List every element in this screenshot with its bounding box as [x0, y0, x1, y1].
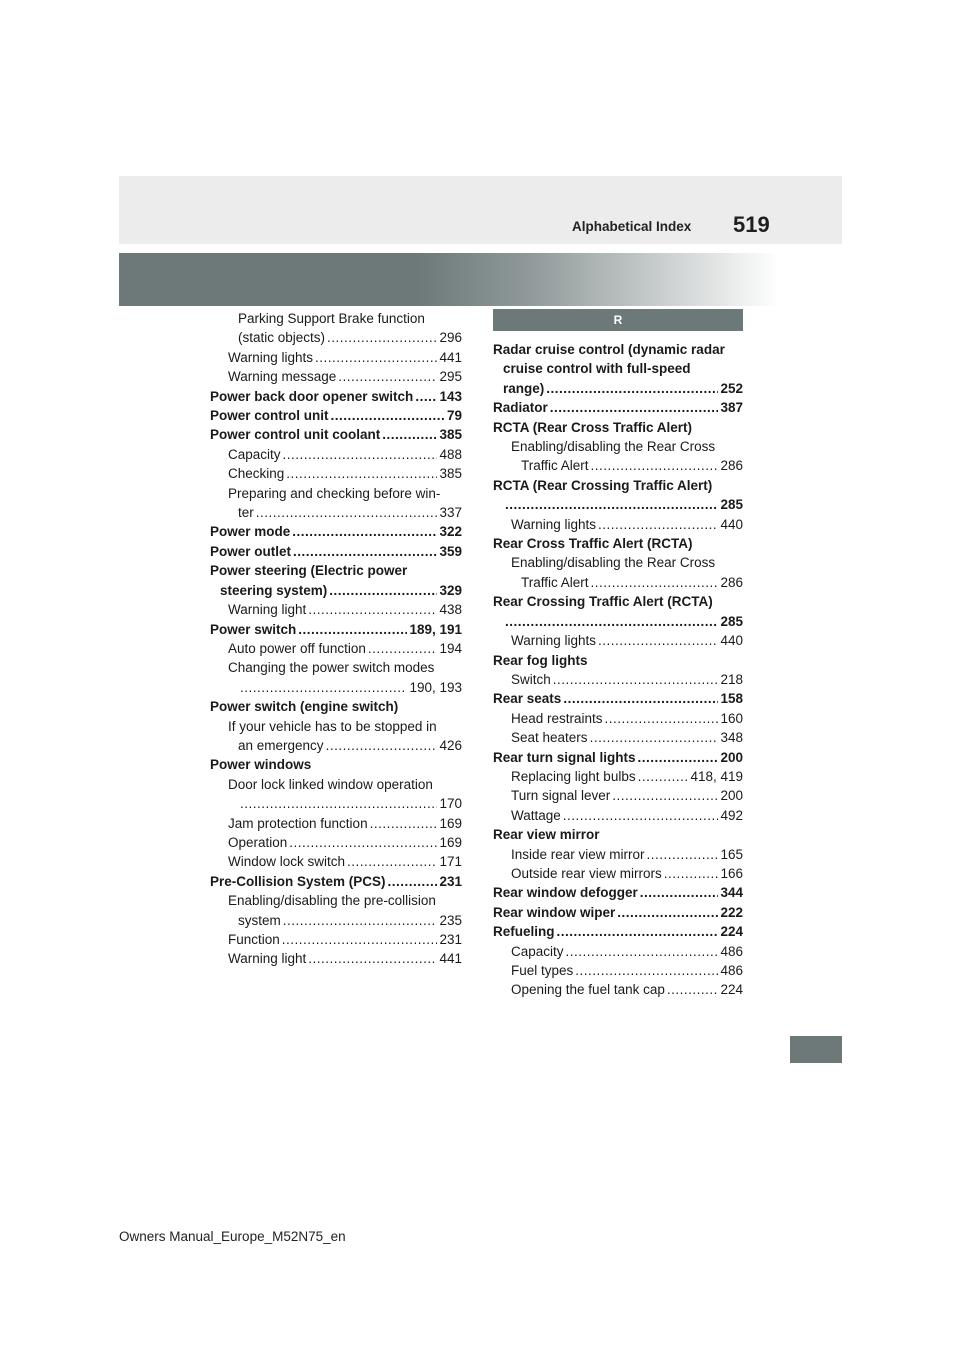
index-entry[interactable]: [493, 942, 743, 961]
entry-page-ref[interactable]: 194: [439, 640, 462, 656]
dot-leader: [667, 980, 719, 999]
entry-term: Seat heaters: [511, 730, 588, 746]
entry-page-ref[interactable]: 329: [439, 582, 462, 598]
dot-leader: [546, 379, 718, 398]
entry-page-ref[interactable]: 337: [439, 505, 462, 521]
index-entry[interactable]: [493, 883, 743, 902]
dot-leader: [550, 398, 719, 417]
index-entry[interactable]: [493, 670, 743, 689]
dot-leader: [289, 833, 437, 852]
dot-leader: [505, 495, 718, 514]
index-entry[interactable]: [493, 612, 743, 631]
index-entry[interactable]: [493, 903, 743, 922]
entry-term: Warning lights: [228, 349, 314, 365]
dot-leader: [590, 728, 719, 747]
entry-page-ref[interactable]: 440: [720, 633, 743, 649]
index-column-right: [493, 309, 743, 1000]
entry-page-ref[interactable]: 252: [720, 380, 743, 396]
entry-term: If your vehicle has to be stopped in: [228, 718, 437, 734]
entry-page-ref[interactable]: 296: [439, 330, 462, 346]
dot-leader: [347, 852, 437, 871]
index-entry[interactable]: [210, 542, 462, 561]
index-entry[interactable]: [210, 445, 462, 464]
dot-leader: [563, 806, 719, 825]
index-entry: [493, 437, 743, 456]
section-title: Alphabetical Index: [572, 219, 692, 234]
document-footer: Owners Manual_Europe_M52N75_en: [119, 1229, 346, 1244]
index-entry[interactable]: [493, 767, 743, 786]
entry-term: Warning message: [228, 369, 337, 385]
index-entry[interactable]: [493, 786, 743, 805]
entry-term: Preparing and checking before win-: [228, 485, 441, 501]
thumb-index-tab[interactable]: [790, 1036, 842, 1063]
entry-page-ref[interactable]: 222: [720, 904, 743, 920]
entry-term: Power control unit: [210, 408, 329, 424]
index-entry[interactable]: [210, 406, 462, 425]
entry-term: Power switch: [210, 621, 297, 637]
index-entry[interactable]: [210, 503, 462, 522]
header-band: [119, 253, 779, 306]
index-entry[interactable]: [210, 328, 462, 347]
dot-leader: [240, 794, 437, 813]
entry-term: Parking Support Brake function: [238, 311, 425, 326]
entry-term: Outside rear view mirrors: [511, 865, 662, 881]
entry-term: system: [238, 912, 281, 928]
entry-term: RCTA (Rear Cross Traffic Alert): [493, 419, 693, 435]
dot-leader: [598, 515, 718, 534]
entry-page-ref[interactable]: 224: [720, 982, 743, 998]
index-entry: [210, 697, 462, 716]
entry-term: Switch: [511, 671, 551, 687]
dot-leader: [647, 845, 719, 864]
index-entry: [210, 561, 462, 580]
index-entry[interactable]: [210, 678, 462, 697]
entry-page-ref[interactable]: 387: [720, 400, 743, 416]
index-list-r: [493, 340, 743, 1000]
dot-leader: [368, 639, 438, 658]
entry-page-ref[interactable]: 286: [720, 574, 743, 590]
entry-term: (static objects): [238, 330, 326, 346]
index-entry: [493, 359, 743, 378]
index-entry[interactable]: [493, 631, 743, 650]
entry-term: Rear view mirror: [493, 827, 600, 843]
index-entry[interactable]: [210, 348, 462, 367]
index-entry: [210, 891, 462, 910]
index-entry: [210, 755, 462, 774]
entry-page-ref[interactable]: 344: [720, 885, 743, 901]
index-entry[interactable]: [493, 748, 743, 767]
index-column-left: [210, 309, 462, 969]
entry-term: Power steering (Electric power: [210, 563, 408, 579]
index-entry[interactable]: [493, 495, 743, 514]
index-entry[interactable]: [210, 833, 462, 852]
entry-term: Warning light: [228, 602, 307, 618]
entry-term: Enabling/disabling the Rear Cross: [511, 555, 716, 571]
entry-term: Power windows: [210, 757, 312, 773]
dot-leader: [331, 406, 445, 425]
dot-leader: [605, 709, 719, 728]
entry-term: Power mode: [210, 524, 291, 540]
entry-page-ref[interactable]: 143: [439, 388, 462, 404]
dot-leader: [282, 930, 438, 949]
entry-term: Enabling/disabling the Rear Cross: [511, 439, 716, 455]
dot-leader: [327, 328, 437, 347]
entry-term: Traffic Alert: [521, 458, 589, 474]
entry-term: Rear seats: [493, 691, 562, 707]
entry-term: Changing the power switch modes: [228, 660, 435, 676]
entry-page-ref[interactable]: 218: [720, 671, 743, 687]
entry-page-ref[interactable]: 322: [439, 524, 462, 540]
entry-page-ref[interactable]: 385: [439, 466, 462, 482]
entry-term: Warning lights: [511, 516, 597, 532]
dot-leader: [553, 670, 719, 689]
entry-page-ref[interactable]: 224: [720, 924, 743, 940]
entry-term: Power control unit coolant: [210, 427, 381, 443]
index-entry[interactable]: [493, 845, 743, 864]
dot-leader: [591, 573, 719, 592]
dot-leader: [664, 864, 719, 883]
entry-term: Capacity: [228, 446, 281, 462]
entry-page-ref[interactable]: 158: [720, 691, 743, 707]
entry-term: Rear window defogger: [493, 885, 638, 901]
entry-page-ref[interactable]: 488: [439, 446, 462, 462]
entry-term: Power back door opener switch: [210, 388, 414, 404]
index-entry[interactable]: [493, 922, 743, 941]
entry-term: steering system): [220, 582, 328, 598]
index-entry: [210, 309, 462, 328]
entry-page-ref[interactable]: 231: [439, 932, 462, 947]
index-entry[interactable]: [493, 961, 743, 980]
index-entry[interactable]: [493, 398, 743, 417]
entry-page-ref[interactable]: 285: [720, 613, 743, 629]
index-entry[interactable]: [493, 689, 743, 708]
index-entry[interactable]: [493, 728, 743, 747]
dot-leader: [370, 814, 438, 833]
dot-leader: [256, 503, 438, 522]
entry-page-ref[interactable]: 79: [446, 408, 462, 424]
dot-leader: [240, 678, 407, 697]
index-entry: [493, 476, 743, 495]
index-entry[interactable]: [493, 980, 743, 999]
entry-term: Door lock linked window operation: [228, 776, 433, 792]
dot-leader: [308, 949, 437, 968]
dot-leader: [617, 903, 718, 922]
entry-page-ref[interactable]: 438: [439, 602, 462, 618]
entry-page-ref[interactable]: 171: [439, 854, 462, 870]
index-entry[interactable]: [210, 911, 462, 930]
entry-page-ref[interactable]: 486: [720, 963, 743, 978]
dot-leader: [293, 542, 437, 561]
entry-term: Traffic Alert: [521, 574, 589, 590]
entry-page-ref[interactable]: 359: [439, 543, 462, 559]
entry-page-ref[interactable]: 190, 193: [409, 679, 462, 695]
entry-page-ref[interactable]: 295: [439, 369, 462, 385]
entry-page-ref[interactable]: 440: [720, 516, 743, 532]
index-entry[interactable]: [210, 930, 462, 949]
index-entry[interactable]: [210, 620, 462, 639]
entry-page-ref[interactable]: 200: [720, 749, 743, 765]
entry-term: Opening the fuel tank cap: [511, 982, 665, 998]
index-entry[interactable]: [493, 709, 743, 728]
entry-term: Replacing light bulbs: [511, 768, 636, 784]
entry-page-ref[interactable]: 170: [439, 796, 462, 812]
entry-term: Wattage: [511, 807, 561, 823]
entry-term: Rear window wiper: [493, 904, 616, 920]
entry-term: Radar cruise control (dynamic radar: [493, 342, 725, 357]
entry-page-ref[interactable]: 286: [720, 458, 743, 474]
dot-leader: [557, 922, 719, 941]
entry-term: Inside rear view mirror: [511, 846, 645, 862]
entry-page-ref[interactable]: 169: [439, 834, 462, 850]
dot-leader: [591, 456, 719, 475]
entry-term: ter: [238, 505, 254, 521]
letter-heading-r: R: [493, 309, 743, 331]
index-entry: [493, 340, 743, 359]
entry-page-ref[interactable]: 486: [720, 943, 743, 959]
dot-leader: [575, 961, 718, 980]
dot-leader: [415, 387, 437, 406]
entry-term: Warning lights: [511, 633, 597, 649]
entry-term: Radiator: [493, 400, 548, 416]
entry-term: Rear fog lights: [493, 652, 588, 668]
dot-leader: [505, 612, 718, 631]
entry-term: Capacity: [511, 943, 564, 959]
index-entry[interactable]: [210, 464, 462, 483]
index-entry: [493, 553, 743, 572]
dot-leader: [315, 348, 437, 367]
dot-leader: [388, 872, 438, 891]
index-entry[interactable]: [210, 639, 462, 658]
dot-leader: [640, 883, 719, 902]
index-entry[interactable]: [210, 522, 462, 541]
entry-page-ref[interactable]: 165: [720, 846, 743, 862]
entry-page-ref[interactable]: 166: [720, 865, 743, 881]
entry-page-ref[interactable]: 418, 419: [690, 768, 743, 784]
index-entry[interactable]: [210, 736, 462, 755]
entry-term: Refueling: [493, 924, 555, 940]
index-entry[interactable]: [210, 367, 462, 386]
entry-page-ref[interactable]: 441: [439, 951, 462, 967]
entry-page-ref[interactable]: 285: [720, 497, 743, 513]
entry-term: range): [503, 380, 545, 396]
dot-leader: [308, 600, 437, 619]
dot-leader: [329, 581, 437, 600]
dot-leader: [566, 942, 719, 961]
index-entry: [210, 717, 462, 736]
entry-page-ref[interactable]: 169: [439, 815, 462, 831]
page-number: 519: [733, 212, 770, 237]
index-entry[interactable]: [493, 379, 743, 398]
entry-page-ref[interactable]: 231: [439, 873, 462, 889]
entry-page-ref[interactable]: 426: [439, 737, 462, 753]
index-entry[interactable]: [493, 456, 743, 475]
index-entry: [493, 534, 743, 553]
entry-page-ref[interactable]: 348: [720, 730, 743, 746]
entry-term: Jam protection function: [228, 815, 368, 831]
entry-term: Rear Crossing Traffic Alert (RCTA): [493, 594, 713, 610]
dot-leader: [283, 911, 438, 930]
dot-leader: [338, 367, 437, 386]
entry-term: Rear turn signal lights: [493, 749, 636, 765]
index-entry[interactable]: [210, 581, 462, 600]
entry-term: Power switch (engine switch): [210, 699, 399, 715]
entry-term: Window lock switch: [228, 854, 346, 870]
entry-term: Warning light: [228, 951, 307, 967]
dot-leader: [382, 425, 437, 444]
index-entry: [493, 418, 743, 437]
entry-term: Head restraints: [511, 710, 603, 726]
dot-leader: [638, 748, 719, 767]
index-entry[interactable]: [493, 515, 743, 534]
entry-term: Rear Cross Traffic Alert (RCTA): [493, 536, 693, 552]
entry-page-ref[interactable]: 235: [439, 912, 462, 928]
dot-leader: [638, 767, 689, 786]
index-entry[interactable]: [210, 425, 462, 444]
entry-term: RCTA (Rear Crossing Traffic Alert): [493, 477, 713, 493]
index-entry: [210, 658, 462, 677]
entry-term: Enabling/disabling the pre-collision: [228, 893, 436, 909]
entry-term: cruise control with full-speed: [503, 361, 691, 377]
index-entry[interactable]: [493, 573, 743, 592]
index-entry: [210, 484, 462, 503]
index-entry: [210, 775, 462, 794]
dot-leader: [598, 631, 718, 650]
entry-term: Auto power off function: [228, 640, 366, 656]
index-entry[interactable]: [210, 814, 462, 833]
dot-leader: [283, 445, 438, 464]
entry-term: Checking: [228, 466, 285, 482]
index-entry[interactable]: [210, 600, 462, 619]
dot-leader: [326, 736, 438, 755]
entry-term: Function: [228, 932, 280, 947]
index-entry: [493, 651, 743, 670]
entry-page-ref[interactable]: 492: [720, 807, 743, 823]
dot-leader: [286, 464, 437, 483]
index-entry[interactable]: [493, 806, 743, 825]
entry-page-ref[interactable]: 441: [439, 349, 462, 365]
entry-page-ref[interactable]: 385: [439, 427, 462, 443]
entry-term: Turn signal lever: [511, 788, 611, 804]
index-entry: [493, 825, 743, 844]
entry-term: Fuel types: [511, 963, 574, 978]
dot-leader: [612, 786, 718, 805]
index-entry[interactable]: [493, 864, 743, 883]
dot-leader: [563, 689, 718, 708]
index-entry: [493, 592, 743, 611]
entry-page-ref[interactable]: 160: [720, 710, 743, 726]
entry-page-ref[interactable]: 200: [720, 788, 743, 804]
entry-term: Power outlet: [210, 543, 292, 559]
index-entry[interactable]: [210, 387, 462, 406]
index-entry[interactable]: [210, 949, 462, 968]
index-entry[interactable]: [210, 852, 462, 871]
dot-leader: [298, 620, 407, 639]
entry-term: Pre-Collision System (PCS): [210, 873, 386, 889]
dot-leader: [292, 522, 437, 541]
entry-term: an emergency: [238, 737, 324, 753]
index-entry[interactable]: [210, 872, 462, 891]
entry-page-ref[interactable]: 189, 191: [409, 621, 462, 637]
entry-term: Operation: [228, 834, 288, 850]
index-entry[interactable]: [210, 794, 462, 813]
